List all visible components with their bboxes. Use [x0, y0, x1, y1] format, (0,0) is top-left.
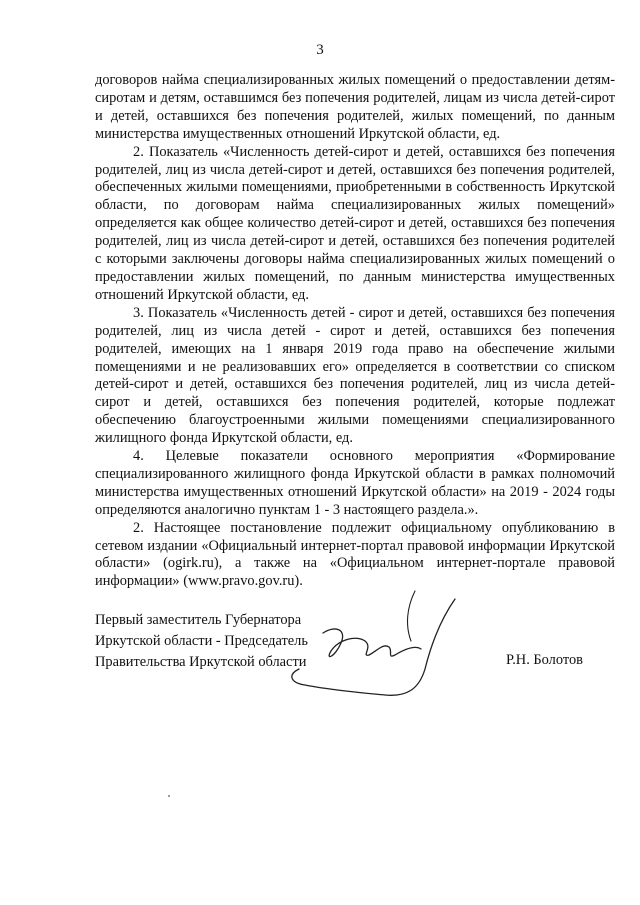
signatory-title-line: Первый заместитель Губернатора — [95, 612, 302, 628]
paragraph-continuation: договоров найма специализированных жилых помещений о предоставлении детям-сиротам и детям, оставшимся без попечения родителей, лицам из числа детей-сирот и детей, оставшихся без попечения родителей, жилых помещений, по данным министерства имущественных отношений Иркутской области, ед. — [95, 72, 615, 142]
paragraph-item-2: 2. Показатель «Численность детей-сирот и детей, оставшихся без попечения родителей, лиц из числа детей-сирот и детей, оставшихся без попечения родителей, обеспеченных жилыми помещениями, приобретенными в собственность Иркутской области, по договорам найма специализированных жилых помещений» определяется как общее количество детей-сирот и детей, оставшихся без попечения родителей, лиц из числа детей-сирот и детей, оставшихся без попечения родителей с которыми заключены договоры найма специализированных жилых помещений о предоставлении жилых помещений, по данным министерства имущественных отношений Иркутской области, ед. — [95, 143, 615, 303]
paragraph-item-4: 4. Целевые показатели основного мероприятия «Формирование специализированного жилищного фонда Иркутской области в рамках полномочий министерства имущественных отношений Иркутской области» на 2019 - 2024 годы определяются аналогично пунктам 1 - 3 настоящего раздела.». — [95, 448, 615, 518]
scan-speck — [168, 795, 170, 797]
document-body — [95, 72, 615, 591]
signatory-title-line: Иркутской области - Председатель — [95, 633, 308, 649]
handwritten-signature — [265, 585, 475, 715]
page-number: 3 — [316, 42, 324, 58]
paragraph-publication: 2. Настоящее постановление подлежит официальному опубликованию в сетевом издании «Официальный интернет-портал правовой информации Иркутской области» (ogirk.ru), а также на «Официальном интернет-портале правовой информации» (www.pravo.gov.ru). — [95, 519, 615, 590]
paragraph-item-3: 3. Показатель «Численность детей - сирот и детей, оставшихся без попечения родителей, лиц из числа детей - сирот и детей, оставшихся без попечения родителей, имеющих на 1 января 2019 года право на обеспечение жилыми помещениями и не реализовавших его» определяется в соответствии со списком детей-сирот и детей, оставшихся без попечения родителей, лиц из числа детей-сирот и детей, оставшихся без попечения родителей, которые подлежат обеспечению благоустроенными жилыми помещениями специализированного жилищного фонда Иркутской области, ед. — [95, 304, 615, 447]
signatory-name: Р.Н. Болотов — [506, 652, 583, 668]
signatory-title-line: Правительства Иркутской области — [95, 654, 307, 670]
